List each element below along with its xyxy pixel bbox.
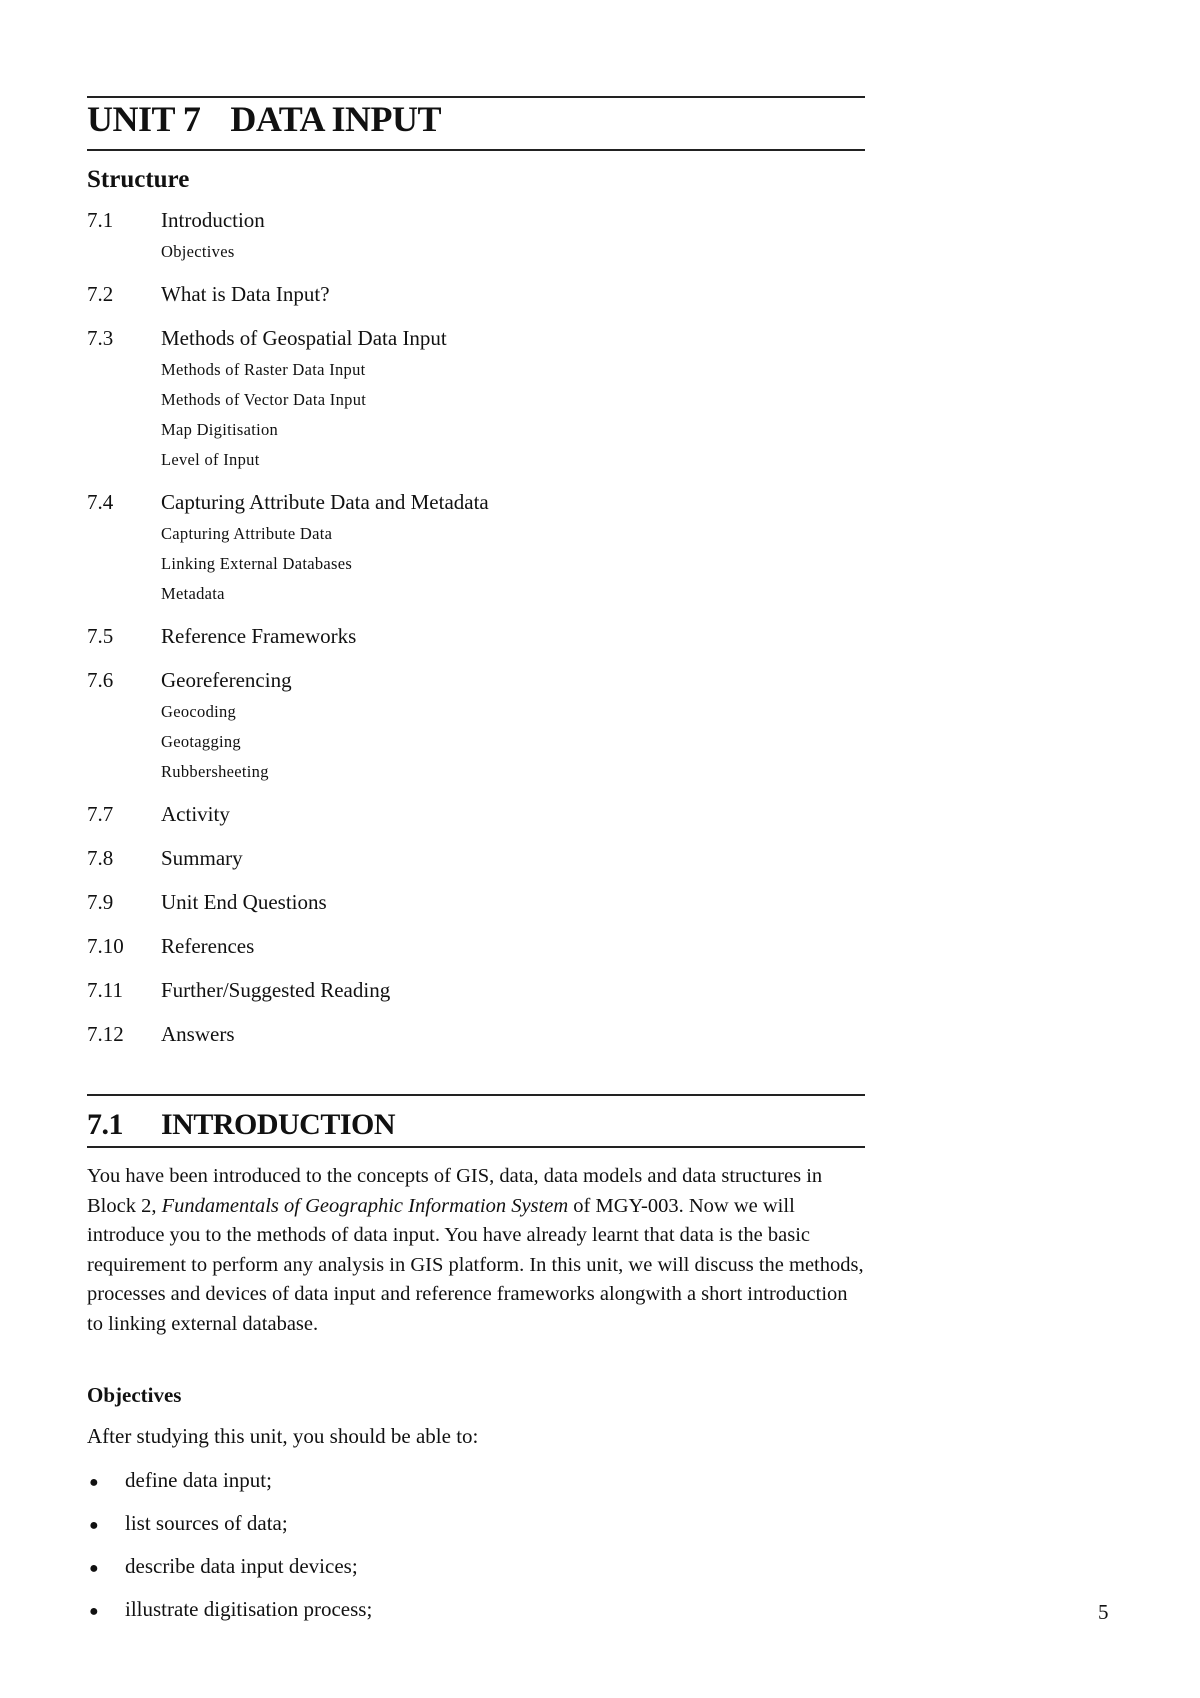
intro-text-start: You have been introduced to the concepts of GIS, data, data models and data structures in Block 2, <box>87 1165 823 1217</box>
toc-section <box>87 278 865 311</box>
toc-subentry: Linking External Databases <box>161 554 353 573</box>
toc-label: Georeferencing <box>161 668 292 692</box>
toc-number: 7.11 <box>87 978 123 1002</box>
toc-label: Methods of Geospatial Data Input <box>161 326 447 350</box>
toc-entry <box>87 798 865 831</box>
toc-subentry: Map Digitisation <box>161 420 279 439</box>
toc-label: Further/Suggested Reading <box>161 978 391 1002</box>
toc-entry <box>87 974 865 1007</box>
toc-section <box>87 930 865 963</box>
unit-title <box>87 98 441 140</box>
title-underline <box>87 149 865 151</box>
toc-subentry: Geocoding <box>161 702 237 721</box>
toc-section <box>87 798 865 831</box>
toc-subentry: Geotagging <box>161 732 241 751</box>
unit-number: UNIT 7 <box>87 99 201 139</box>
toc-label: Reference Frameworks <box>161 624 357 648</box>
introduction-paragraph <box>87 1162 865 1339</box>
toc-subentry: Metadata <box>161 584 225 603</box>
toc-number: 7.4 <box>87 490 114 514</box>
toc-entry <box>87 322 865 355</box>
toc-section <box>87 886 865 919</box>
toc-entry <box>87 664 865 697</box>
objective-item <box>87 1468 865 1511</box>
toc-section <box>87 486 865 609</box>
toc-number: 7.8 <box>87 846 114 870</box>
toc-section <box>87 1018 865 1051</box>
objective-text: describe data input devices; <box>125 1554 358 1578</box>
toc-entry <box>87 204 865 237</box>
toc-number: 7.5 <box>87 624 114 648</box>
objectives-heading: Objectives <box>87 1383 182 1407</box>
toc-subentry: Methods of Raster Data Input <box>161 360 366 379</box>
section-title: INTRODUCTION <box>161 1108 396 1141</box>
intro-book-title: Fundamentals of Geographic Information System <box>161 1194 569 1217</box>
toc-entry <box>87 1018 865 1051</box>
toc-number: 7.12 <box>87 1022 124 1046</box>
intro-bottom-rule <box>87 1146 865 1148</box>
toc-section <box>87 664 865 787</box>
toc-number: 7.1 <box>87 208 114 232</box>
unit-name: DATA INPUT <box>230 99 442 139</box>
toc-section <box>87 974 865 1007</box>
toc-subentry: Rubbersheeting <box>161 762 269 781</box>
toc-label: What is Data Input? <box>161 282 330 306</box>
objective-item <box>87 1597 865 1640</box>
section-number: 7.1 <box>87 1108 123 1141</box>
toc-subentry: Level of Input <box>161 450 260 469</box>
toc-entry <box>87 886 865 919</box>
bullet-icon: ● <box>89 1603 99 1620</box>
toc-subentry: Objectives <box>161 242 235 261</box>
toc-subentry: Capturing Attribute Data <box>161 524 333 543</box>
section-heading-introduction <box>87 1108 395 1142</box>
bullet-icon: ● <box>89 1560 99 1577</box>
bullet-icon: ● <box>89 1474 99 1491</box>
toc-section <box>87 322 865 475</box>
bullet-icon: ● <box>89 1517 99 1534</box>
toc-subentry: Methods of Vector Data Input <box>161 390 367 409</box>
toc-section <box>87 842 865 875</box>
toc-number: 7.3 <box>87 326 114 350</box>
toc-label: Introduction <box>161 208 265 232</box>
toc-section <box>87 204 865 267</box>
objectives-lead: After studying this unit, you should be able to: <box>87 1424 479 1448</box>
toc-number: 7.7 <box>87 802 114 826</box>
toc-entry <box>87 278 865 311</box>
toc-label: Capturing Attribute Data and Metadata <box>161 490 489 514</box>
objective-text: list sources of data; <box>125 1511 288 1535</box>
objective-text: define data input; <box>125 1468 272 1492</box>
toc-number: 7.6 <box>87 668 114 692</box>
table-of-contents <box>87 204 865 1062</box>
toc-label: Answers <box>161 1022 235 1046</box>
objective-item <box>87 1554 865 1597</box>
objective-item <box>87 1511 865 1554</box>
objective-text: illustrate digitisation process; <box>125 1597 373 1621</box>
toc-label: References <box>161 934 255 958</box>
toc-number: 7.10 <box>87 934 124 958</box>
toc-entry <box>87 620 865 653</box>
intro-text-end: of MGY-003. Now we will introduce you to the methods of data input. You have already learnt that data is the basic requirement to perform any analysis in GIS platform. In this unit, we will discuss the methods, processes and devices of data input and reference frameworks alongwith a short introduction to linking external database. <box>87 1194 864 1335</box>
toc-number: 7.9 <box>87 890 114 914</box>
objectives-list <box>87 1468 865 1640</box>
toc-entry <box>87 842 865 875</box>
toc-number: 7.2 <box>87 282 114 306</box>
toc-section <box>87 620 865 653</box>
toc-label: Unit End Questions <box>161 890 327 914</box>
toc-label: Summary <box>161 846 243 870</box>
toc-label: Activity <box>161 802 230 826</box>
structure-heading: Structure <box>87 166 190 193</box>
toc-entry <box>87 486 865 519</box>
page-number: 5 <box>1098 1600 1109 1624</box>
intro-top-rule <box>87 1094 865 1096</box>
document-page <box>87 0 865 1698</box>
toc-entry <box>87 930 865 963</box>
